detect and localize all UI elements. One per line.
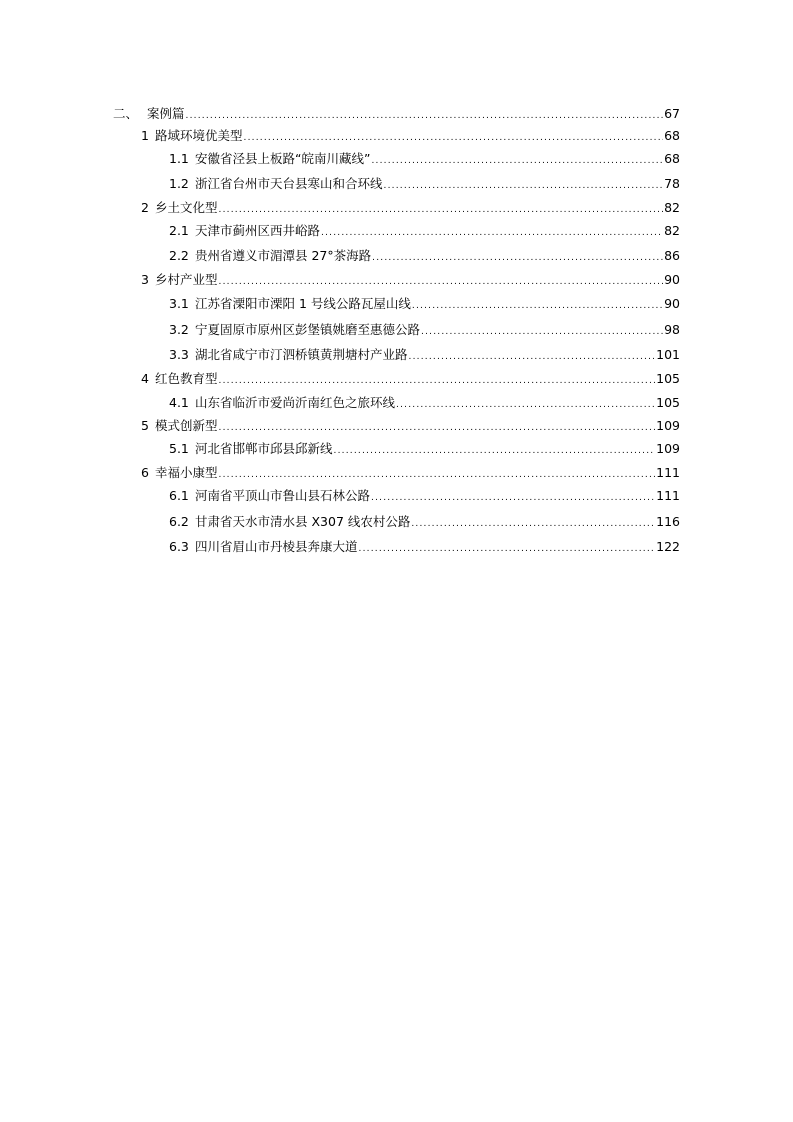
toc-entry-page: 98 [664, 322, 680, 337]
toc-dot-leader [186, 106, 664, 124]
toc-entry-page: 109 [656, 441, 680, 456]
toc-entry-page: 67 [664, 106, 680, 121]
toc-entry-subsection-2-1[interactable] [169, 221, 680, 241]
toc-dot-leader [384, 176, 664, 194]
toc-entry-subsection-1-2[interactable] [169, 174, 680, 194]
toc-entry-page: 122 [656, 539, 680, 554]
toc-entry-title: 天津市蓟州区西井峪路 [195, 223, 321, 238]
toc-entry-page: 111 [656, 488, 680, 503]
toc-entry-subsection-1-1[interactable] [169, 149, 680, 169]
toc-entry-number: 2.2 [169, 248, 189, 263]
toc-dot-leader [334, 441, 656, 459]
toc-entry-number: 4.1 [169, 395, 189, 410]
toc-entry-number: 6.2 [169, 514, 189, 529]
toc-dot-leader [219, 200, 664, 218]
toc-entry-title: 路域环境优美型 [155, 128, 243, 143]
toc-entry-number: 二、 [113, 106, 139, 121]
toc-entry-title: 模式创新型 [155, 418, 218, 433]
toc-dot-leader [411, 514, 655, 532]
toc-entry-page: 105 [656, 395, 680, 410]
toc-entry-page: 68 [664, 128, 680, 143]
toc-dot-leader [219, 371, 656, 389]
toc-entry-page: 78 [664, 176, 680, 191]
toc-entry-subsection-6-1[interactable] [169, 486, 680, 506]
toc-entry-title: 江苏省溧阳市溧阳 1 号线公路瓦屋山线 [195, 296, 411, 311]
toc-entry-title: 浙江省台州市天台县寒山和合环线 [195, 176, 383, 191]
toc-dot-leader [372, 248, 663, 266]
toc-entry-subsection-6-2[interactable] [169, 512, 680, 532]
toc-entry-title: 河北省邯郸市邱县邱新线 [195, 441, 333, 456]
toc-entry-number: 6 [141, 465, 149, 480]
toc-entry-title: 四川省眉山市丹棱县奔康大道 [195, 539, 358, 554]
toc-entry-page: 111 [656, 465, 680, 480]
toc-entry-number: 6.1 [169, 488, 189, 503]
toc-entry-section-2[interactable] [141, 198, 680, 218]
toc-entry-page: 90 [664, 296, 680, 311]
toc-entry-number: 6.3 [169, 539, 189, 554]
toc-dot-leader [409, 347, 656, 365]
toc-entry-number: 3.3 [169, 347, 189, 362]
toc-entry-subsection-4-1[interactable] [169, 393, 680, 413]
toc-dot-leader [421, 322, 663, 340]
toc-entry-title: 宁夏固原市原州区彭堡镇姚磨至惠德公路 [195, 322, 421, 337]
toc-entry-number: 1 [141, 128, 149, 143]
toc-entry-case-studies[interactable] [113, 104, 680, 124]
toc-entry-number: 5.1 [169, 441, 189, 456]
toc-entry-title: 安徽省泾县上板路“皖南川藏线” [195, 151, 371, 166]
toc-entry-page: 109 [656, 418, 680, 433]
toc-entry-section-4[interactable] [141, 369, 680, 389]
toc-entry-number: 3 [141, 272, 149, 287]
toc-entry-title: 贵州省遵义市湄潭县 27°茶海路 [195, 248, 372, 263]
toc-entry-section-3[interactable] [141, 270, 680, 290]
toc-entry-title: 湖北省咸宁市汀泗桥镇黄荆塘村产业路 [195, 347, 408, 362]
toc-entry-number: 3.1 [169, 296, 189, 311]
toc-entry-subsection-3-3[interactable] [169, 345, 680, 365]
toc-dot-leader [371, 151, 663, 169]
toc-entry-title: 乡土文化型 [155, 200, 218, 215]
toc-entry-number: 1.2 [169, 176, 189, 191]
toc-entry-page: 68 [664, 151, 680, 166]
toc-dot-leader [219, 465, 656, 483]
toc-entry-number: 5 [141, 418, 149, 433]
toc-entry-subsection-2-2[interactable] [169, 246, 680, 266]
toc-entry-page: 86 [664, 248, 680, 263]
toc-entry-number: 4 [141, 371, 149, 386]
toc-dot-leader [359, 539, 656, 557]
toc-entry-page: 105 [656, 371, 680, 386]
toc-entry-title: 河南省平顶山市鲁山县石林公路 [195, 488, 371, 503]
toc-entry-title: 幸福小康型 [155, 465, 218, 480]
toc-entry-section-1[interactable] [141, 126, 680, 146]
toc-entry-title: 案例篇 [147, 106, 185, 121]
toc-entry-title: 山东省临沂市爱尚沂南红色之旅环线 [195, 395, 396, 410]
toc-entry-subsection-5-1[interactable] [169, 439, 680, 459]
toc-entry-section-5[interactable] [141, 416, 680, 436]
toc-entry-subsection-3-2[interactable] [169, 320, 680, 340]
toc-dot-leader [244, 128, 664, 146]
toc-entry-title: 甘肃省天水市清水县 X307 线农村公路 [195, 514, 411, 529]
toc-entry-number: 1.1 [169, 151, 189, 166]
toc-dot-leader [321, 223, 663, 241]
toc-dot-leader [371, 488, 655, 506]
toc-entry-page: 82 [664, 200, 680, 215]
toc-entry-subsection-3-1[interactable] [169, 294, 680, 314]
toc-entry-page: 82 [664, 223, 680, 238]
toc-entry-number: 3.2 [169, 322, 189, 337]
toc-entry-page: 101 [656, 347, 680, 362]
toc-dot-leader [396, 395, 655, 413]
toc-entry-section-6[interactable] [141, 463, 680, 483]
toc-dot-leader [412, 296, 663, 314]
toc-entry-page: 90 [664, 272, 680, 287]
toc-entry-number: 2 [141, 200, 149, 215]
toc-dot-leader [219, 272, 664, 290]
toc-entry-subsection-6-3[interactable] [169, 537, 680, 557]
toc-entry-title: 乡村产业型 [155, 272, 218, 287]
toc-entry-number: 2.1 [169, 223, 189, 238]
toc-entry-page: 116 [656, 514, 680, 529]
toc-entry-title: 红色教育型 [155, 371, 218, 386]
toc-dot-leader [219, 418, 656, 436]
